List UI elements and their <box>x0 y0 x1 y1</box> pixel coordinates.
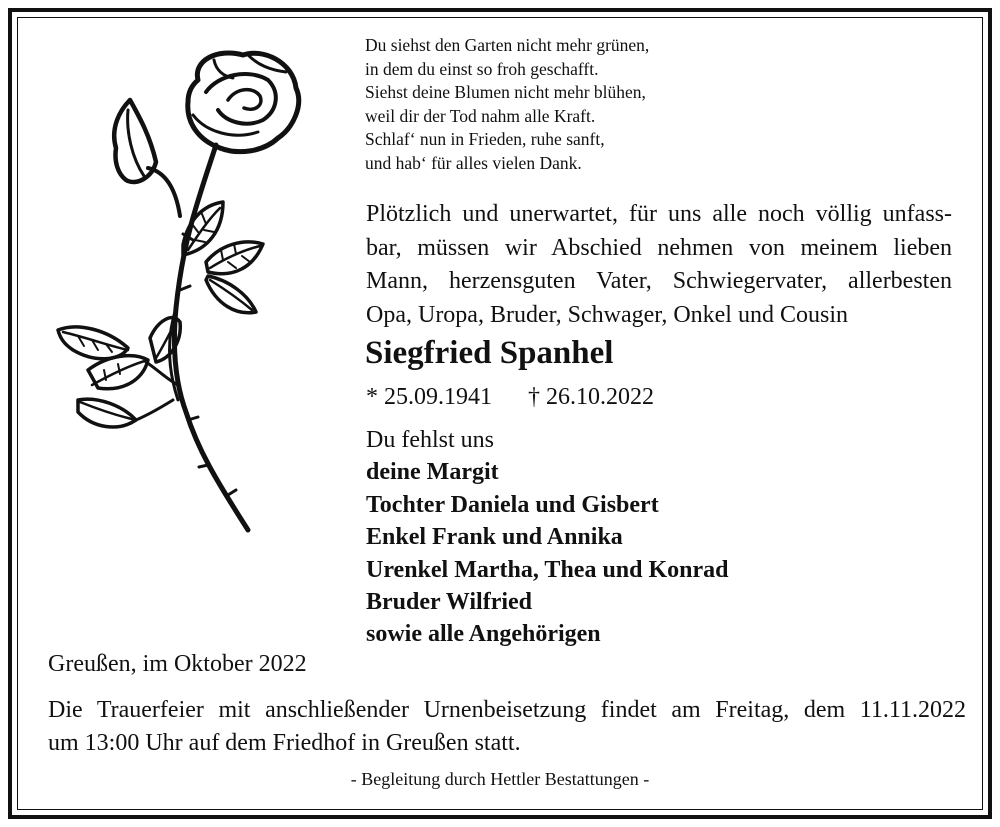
announcement-line: Mann, herzensguten Vater, Schwiegervater, allerbesten <box>366 268 952 294</box>
mourners-intro: Du fehlst uns <box>366 427 494 453</box>
poem-line: und hab‘ für alles vielen Dank. <box>365 152 582 173</box>
funeral-service-info <box>48 694 968 759</box>
poem <box>365 34 765 176</box>
mourner: Enkel Frank und Annika <box>366 524 623 551</box>
mourner: sowie alle Angehörigen <box>366 621 601 648</box>
mourner: Tochter Daniela und Gisbert <box>366 491 659 518</box>
announcement-line: bar, müssen wir Abschied nehmen von meinem lieben <box>366 234 952 261</box>
mourner: Bruder Wilfried <box>366 589 533 616</box>
announcement-line: Opa, Uropa, Bruder, Schwager, Onkel und Cousin <box>366 301 848 328</box>
service-line: um 13:00 Uhr auf dem Friedhof in Greußen statt. <box>48 729 521 756</box>
announcement-text <box>366 198 952 332</box>
undertaker-credit: - Begleitung durch Hettler Bestattungen - <box>350 769 650 789</box>
birth-date: * 25.09.1941 <box>366 384 492 410</box>
mourner: Urenkel Martha, Thea und Konrad <box>366 556 729 583</box>
poem-line: Schlaf‘ nun in Frieden, ruhe sanft, <box>365 129 605 150</box>
poem-line: Siehst deine Blumen nicht mehr blühen, <box>365 82 646 103</box>
announcement-line: Plötzlich und unerwartet, für uns alle noch völlig unfass- <box>366 201 952 227</box>
place-date: Greußen, im Oktober 2022 <box>48 651 307 677</box>
service-line: Die Trauerfeier mit anschließender Urnenbeisetzung findet am Freitag, dem 11.11.2022 <box>48 697 966 723</box>
rose-icon <box>48 40 308 550</box>
poem-line: in dem du einst so froh geschafft. <box>365 58 599 79</box>
deceased-name: Siegfried Spanhel <box>365 335 614 371</box>
poem-line: Du siehst den Garten nicht mehr grünen, <box>365 35 650 55</box>
mourner: deine Margit <box>366 459 499 486</box>
mourners-list <box>366 424 729 651</box>
poem-line: weil dir der Tod nahm alle Kraft. <box>365 105 596 126</box>
life-dates <box>366 384 654 411</box>
death-date: † 26.10.2022 <box>528 384 654 410</box>
